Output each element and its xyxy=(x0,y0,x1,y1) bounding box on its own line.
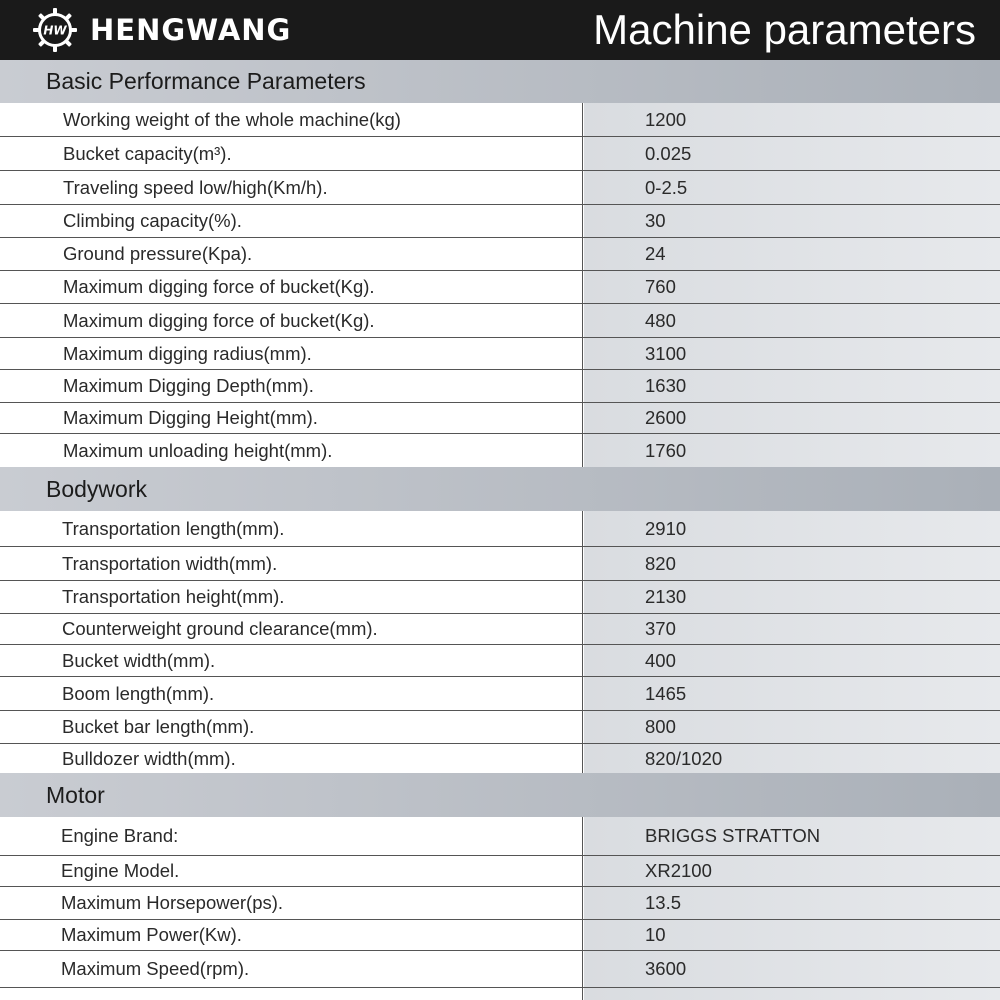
section-header-bodywork: Bodywork xyxy=(0,467,1000,511)
param-label: Boom length(mm). xyxy=(0,677,583,710)
param-label: Bulldozer width(mm). xyxy=(0,744,583,773)
param-value: 1630 xyxy=(584,370,1000,402)
param-value: 10 xyxy=(584,920,1000,950)
param-label: Maximum unloading height(mm). xyxy=(0,434,583,467)
table-row xyxy=(0,988,1000,1000)
param-label: Maximum digging force of bucket(Kg). xyxy=(0,271,583,303)
page-title: Machine parameters xyxy=(593,6,976,53)
table-row xyxy=(0,511,1000,547)
table-row xyxy=(0,920,1000,951)
param-value: 24 xyxy=(584,238,1000,270)
param-label: Maximum Power(Kw). xyxy=(0,920,583,950)
param-label: Maximum digging radius(mm). xyxy=(0,338,583,369)
table-row xyxy=(0,171,1000,205)
param-value: 1465 xyxy=(584,677,1000,710)
param-value: 1760 xyxy=(584,434,1000,467)
param-value: 370 xyxy=(584,614,1000,644)
param-value: 2910 xyxy=(584,511,1000,546)
param-value: 1200 xyxy=(584,103,1000,136)
table-row xyxy=(0,856,1000,887)
table-row xyxy=(0,205,1000,238)
param-value: BRIGGS STRATTON xyxy=(584,817,1000,855)
param-label: Engine Brand: xyxy=(0,817,583,855)
param-value: XR2100 xyxy=(584,856,1000,886)
table-row xyxy=(0,581,1000,614)
table-row xyxy=(0,370,1000,403)
param-value: 2600 xyxy=(584,403,1000,433)
svg-text:HW: HW xyxy=(43,23,67,38)
header-bar xyxy=(0,0,1000,60)
table-row xyxy=(0,271,1000,304)
param-label: Maximum Speed(rpm). xyxy=(0,951,583,987)
section-header-basic-performance: Basic Performance Parameters xyxy=(0,60,1000,103)
table-row xyxy=(0,547,1000,581)
param-value xyxy=(584,988,1000,1000)
table-row xyxy=(0,887,1000,920)
param-label: Maximum digging force of bucket(Kg). xyxy=(0,304,583,337)
param-label: Transportation width(mm). xyxy=(0,547,583,580)
param-label: Maximum Digging Depth(mm). xyxy=(0,370,583,402)
param-value: 820/1020 xyxy=(584,744,1000,773)
table-row xyxy=(0,103,1000,137)
param-label: Maximum Horsepower(ps). xyxy=(0,887,583,919)
param-value: 30 xyxy=(584,205,1000,237)
param-value: 820 xyxy=(584,547,1000,580)
param-label: Traveling speed low/high(Km/h). xyxy=(0,171,583,204)
table-row xyxy=(0,744,1000,773)
table-row xyxy=(0,137,1000,171)
param-value: 760 xyxy=(584,271,1000,303)
param-label: Bucket bar length(mm). xyxy=(0,711,583,743)
param-value: 13.5 xyxy=(584,887,1000,919)
param-label: Counterweight ground clearance(mm). xyxy=(0,614,583,644)
param-value: 400 xyxy=(584,645,1000,676)
table-row xyxy=(0,817,1000,856)
table-row xyxy=(0,951,1000,988)
brand-name: HENGWANG xyxy=(90,13,292,47)
table-row xyxy=(0,304,1000,338)
param-label: Working weight of the whole machine(kg) xyxy=(0,103,583,136)
table-row xyxy=(0,711,1000,744)
param-value: 480 xyxy=(584,304,1000,337)
table-row xyxy=(0,238,1000,271)
param-value: 800 xyxy=(584,711,1000,743)
table-row xyxy=(0,614,1000,645)
param-label xyxy=(0,988,583,1000)
param-label: Ground pressure(Kpa). xyxy=(0,238,583,270)
param-value: 2130 xyxy=(584,581,1000,613)
table-row xyxy=(0,338,1000,370)
param-label: Transportation length(mm). xyxy=(0,511,583,546)
param-label: Transportation height(mm). xyxy=(0,581,583,613)
table-row xyxy=(0,434,1000,467)
gear-logo-icon xyxy=(32,7,78,53)
param-label: Engine Model. xyxy=(0,856,583,886)
param-label: Maximum Digging Height(mm). xyxy=(0,403,583,433)
table-row xyxy=(0,645,1000,677)
table-row xyxy=(0,677,1000,711)
brand xyxy=(32,7,291,53)
param-value: 0.025 xyxy=(584,137,1000,170)
param-value: 3600 xyxy=(584,951,1000,987)
param-label: Climbing capacity(%). xyxy=(0,205,583,237)
table-row xyxy=(0,403,1000,434)
param-value: 0-2.5 xyxy=(584,171,1000,204)
param-value: 3100 xyxy=(584,338,1000,369)
section-header-motor: Motor xyxy=(0,773,1000,817)
param-label: Bucket capacity(m³). xyxy=(0,137,583,170)
param-label: Bucket width(mm). xyxy=(0,645,583,676)
